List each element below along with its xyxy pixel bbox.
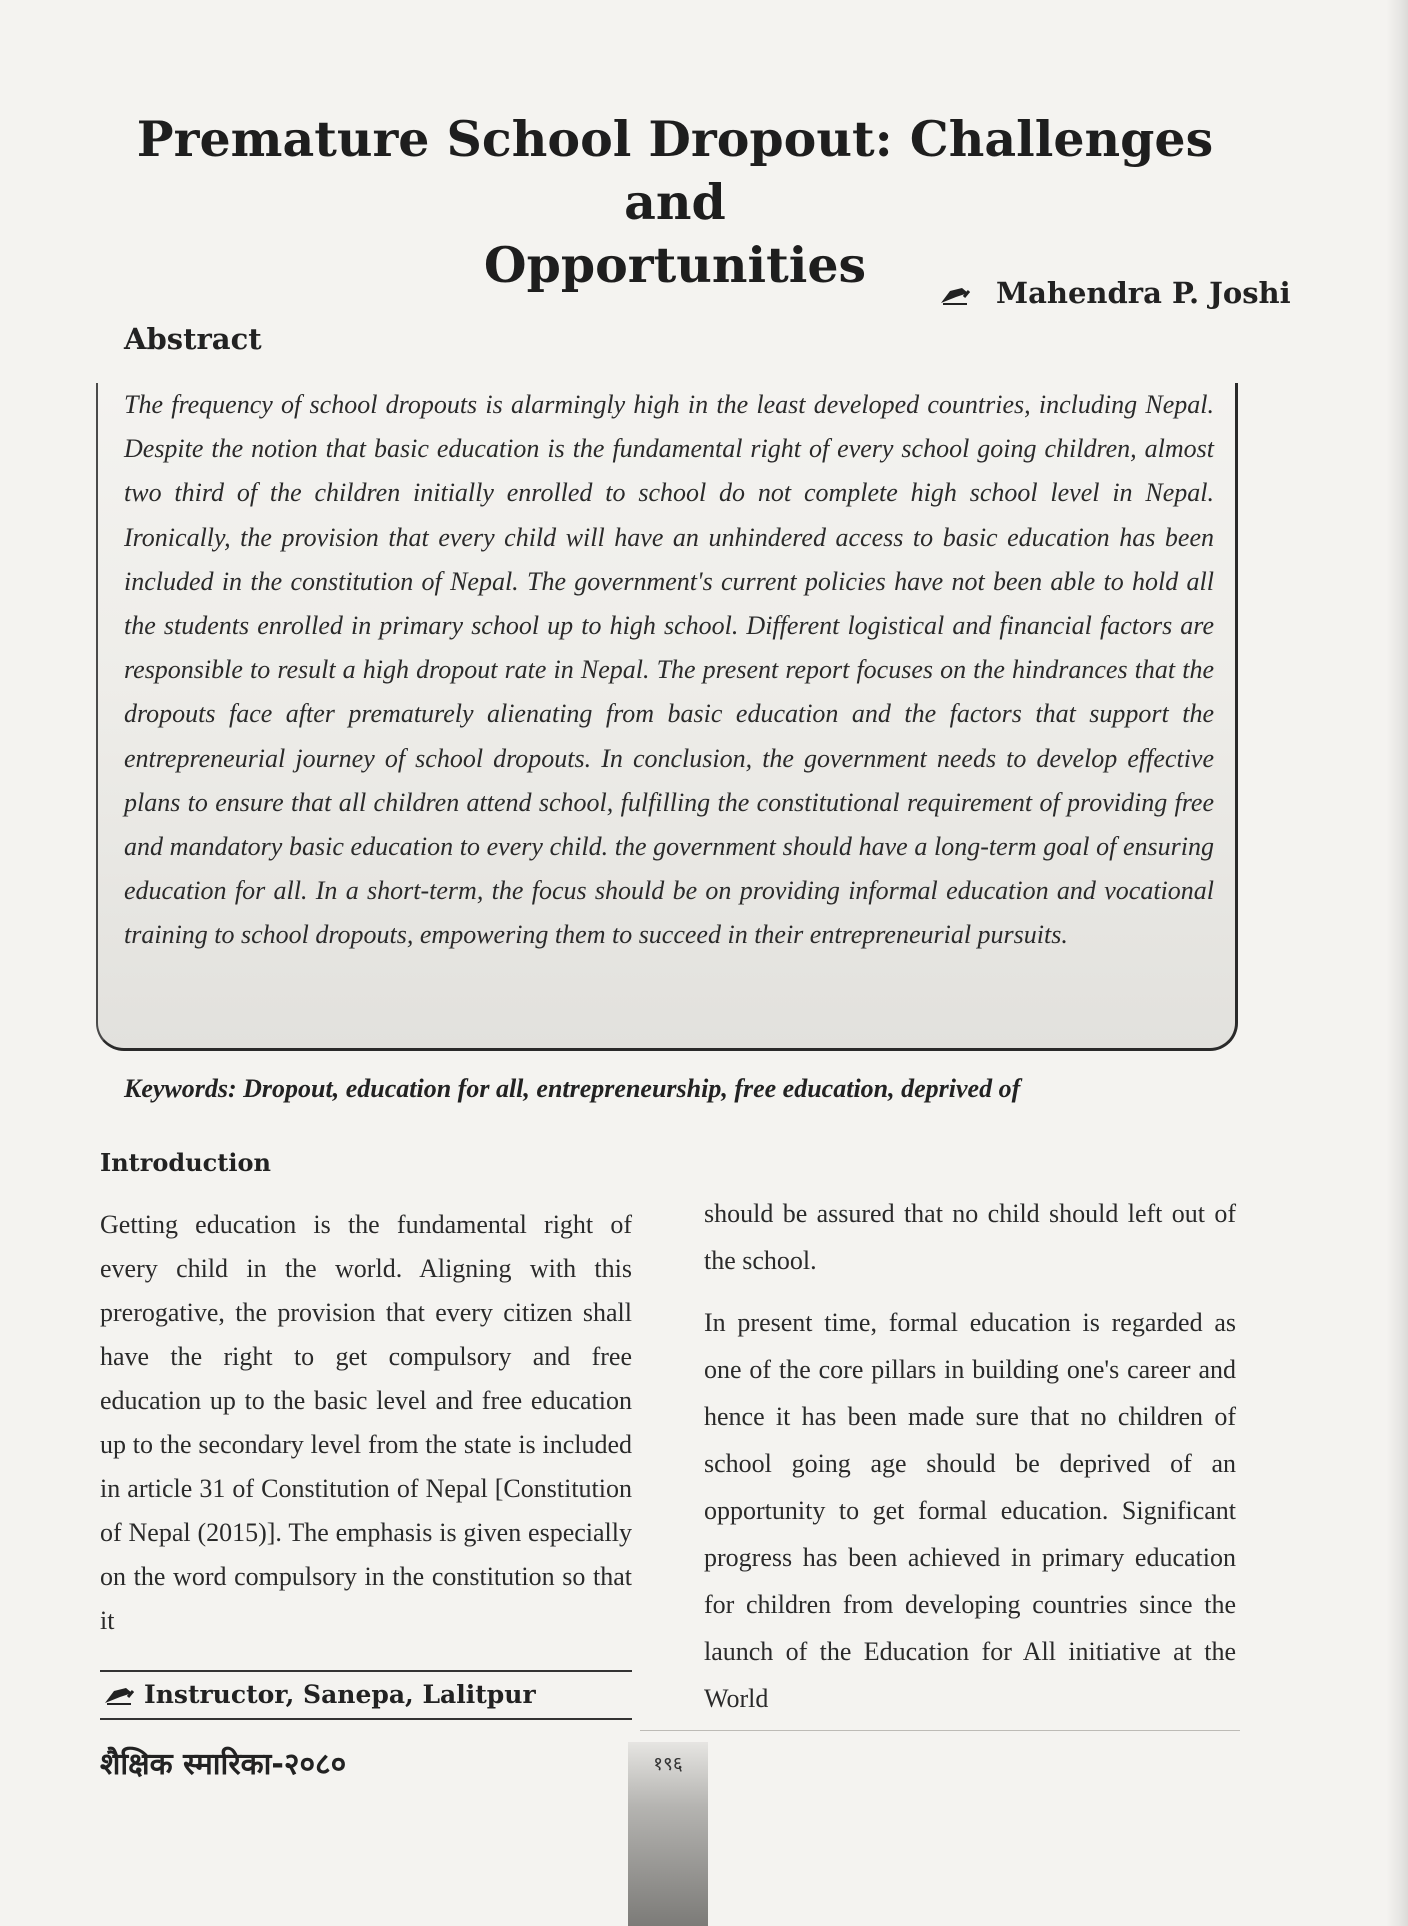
footer-divider — [640, 1730, 1240, 1731]
keywords-line: Keywords: Dropout, education for all, entrepreneurship, free education, deprived of — [124, 1074, 1021, 1103]
footnote-divider-top — [100, 1670, 632, 1672]
author-name: Mahendra P. Joshi — [996, 276, 1291, 310]
author-byline — [940, 276, 1291, 312]
introduction-left-column: Getting education is the fundamental right of every child in the world. Aligning with this prerogative, the provision that every citizen shall have the right to get compulsory and free education up to the basic level and free education up to the secondary level from the state is included in article 31 of Constitution of Nepal [Constitution of Nepal (2015)]. The emphasis is given especially on the word compulsory in the constitution so that it — [100, 1210, 632, 1635]
footnote-text: Instructor, Sanepa, Lalitpur — [144, 1680, 536, 1709]
page-edge-shadow — [1386, 0, 1408, 1926]
abstract-text: The frequency of school dropouts is alarmingly high in the least developed countries, including Nepal. Despite the notion that basic education is the fundamental right of every school going children, almost two third of the children initially enrolled to school do not complete high school level in Nepal. Ironically, the provision that every child will have an unhindered access to basic education has been included in the constitution of Nepal. The government's current policies have not been able to hold all the students enrolled in primary school up to high school. Different logistical and financial factors are responsible to result a high dropout rate in Nepal. The present report focuses on the hindrances that the dropouts face after prematurely alienating from basic education and the factors that support the entrepreneurial journey of school dropouts. In conclusion, the government needs to develop effective plans to ensure that all children attend school, fulfilling the constitutional requirement of providing free and mandatory basic education to every child. the government should have a long-term goal of ensuring education for all. In a short-term, the focus should be on providing informal education and vocational training to school dropouts, empowering them to succeed in their entrepreneurial pursuits. — [124, 390, 1214, 950]
introduction-heading: Introduction — [100, 1148, 271, 1177]
page-number: १९६ — [653, 1753, 683, 1775]
introduction-paragraph-2: In present time, formal education is regarded as one of the core pillars in building one's career and hence it has been made sure that no children of school going age should be deprived of an opportunity to get formal education. Significant progress has been achieved in primary education for children from developing countries since the launch of the Education for All initiative at the World — [704, 1308, 1236, 1713]
pen-icon — [940, 278, 970, 312]
paper-title-line-2: Opportunities — [483, 236, 867, 294]
pen-icon — [104, 1682, 134, 1711]
footnote-divider-bottom — [100, 1718, 632, 1720]
paper-title — [100, 108, 1250, 297]
journal-name: शैक्षिक स्मारिका-२०८० — [100, 1747, 347, 1782]
author-footnote — [104, 1680, 634, 1711]
introduction-paragraph-1-continued: should be assured that no child should left out of the school. — [704, 1199, 1236, 1275]
paper-title-line-1: Premature School Dropout: Challenges and — [136, 110, 1214, 231]
introduction-right-column — [704, 1190, 1236, 1722]
abstract-heading: Abstract — [124, 322, 262, 356]
